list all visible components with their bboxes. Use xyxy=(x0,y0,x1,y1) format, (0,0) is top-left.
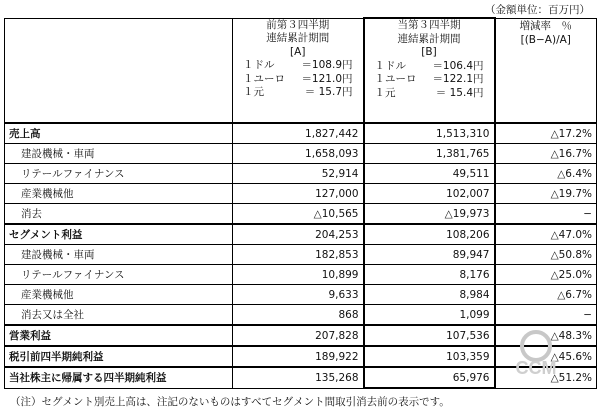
prev-rate-eur: １ユーロ ＝121.0円 xyxy=(243,72,353,85)
prev-period-line2: 連結累計期間 xyxy=(266,32,330,44)
cur-period-line1: 当第３四半期 xyxy=(397,19,461,31)
prev-rate-usd: １ドル ＝108.9円 xyxy=(243,59,353,71)
table-row xyxy=(5,265,597,285)
cur-value-cell: 89,947 xyxy=(364,245,495,265)
cur-value-cell: 49,511 xyxy=(364,164,495,184)
prev-value-cell: 1,827,442 xyxy=(233,123,364,144)
unit-note: （金額単位：百万円） xyxy=(485,4,590,16)
change-cell: △47.0% xyxy=(495,224,597,245)
table-row xyxy=(5,305,597,326)
change-cell: △6.4% xyxy=(495,164,597,184)
prev-value-cell: 52,914 xyxy=(233,164,364,184)
header-row xyxy=(5,18,597,123)
footnote: （注）セグメント別売上高は、注記のないものはすべてセグメント間取引消去前の表示です。 xyxy=(10,396,450,408)
prev-value-cell: 189,922 xyxy=(233,346,364,367)
table-row xyxy=(5,184,597,204)
prev-value-cell: 10,899 xyxy=(233,265,364,285)
table-row xyxy=(5,224,597,245)
row-label: 売上高 xyxy=(5,123,233,144)
watermark-mark: CCM xyxy=(515,358,557,378)
change-cell: △19.7% xyxy=(495,184,597,204)
change-cell: △16.7% xyxy=(495,144,597,164)
table-row xyxy=(5,164,597,184)
cur-rate-usd: １ドル ＝106.4円 xyxy=(374,59,484,72)
change-cell: △45.6% xyxy=(495,346,597,367)
cur-value-cell: △19,973 xyxy=(364,204,495,225)
row-label: 税引前四半期純利益 xyxy=(5,346,233,367)
change-cell: △48.3% xyxy=(495,325,597,346)
row-label: 建設機械・車両 xyxy=(5,144,233,164)
change-cell: △50.8% xyxy=(495,245,597,265)
change-cell: − xyxy=(495,305,597,326)
prev-value-cell: 182,853 xyxy=(233,245,364,265)
cur-value-cell: 107,536 xyxy=(364,325,495,346)
prev-rate-cny: １元 ＝ 15.7円 xyxy=(243,86,353,98)
row-label: 産業機械他 xyxy=(5,285,233,305)
table-row xyxy=(5,346,597,367)
prev-value-cell: 868 xyxy=(233,305,364,326)
change-label: 増減率 ％ xyxy=(519,19,572,32)
prev-value-cell: △10,565 xyxy=(233,204,364,225)
row-label: セグメント利益 xyxy=(5,224,233,245)
table-row xyxy=(5,204,597,225)
row-label: 当社株主に帰属する四半期純利益 xyxy=(5,367,233,388)
cur-rate-eur: １ユーロ ＝122.1円 xyxy=(374,73,484,85)
row-label: リテールファイナンス xyxy=(5,164,233,184)
cur-value-cell: 1,099 xyxy=(364,305,495,326)
prev-value-cell: 207,828 xyxy=(233,325,364,346)
change-cell: △25.0% xyxy=(495,265,597,285)
prev-value-cell: 9,633 xyxy=(233,285,364,305)
cur-period-col-label: [B] xyxy=(421,46,437,58)
header-change xyxy=(495,18,597,123)
prev-value-cell: 204,253 xyxy=(233,224,364,245)
cur-value-cell: 65,976 xyxy=(364,367,495,388)
table-row xyxy=(5,367,597,388)
cur-rate-cny: １元 ＝ 15.4円 xyxy=(374,86,484,99)
table-row xyxy=(5,123,597,144)
prev-period-line1: 前第３四半期 xyxy=(266,18,330,31)
prev-value-cell: 135,268 xyxy=(233,367,364,388)
table-row xyxy=(5,325,597,346)
cur-value-cell: 8,176 xyxy=(364,265,495,285)
cur-period-line2: 連結累計期間 xyxy=(397,32,461,45)
cur-value-cell: 108,206 xyxy=(364,224,495,245)
row-label: 消去 xyxy=(5,204,233,225)
row-label: リテールファイナンス xyxy=(5,265,233,285)
header-prev-period xyxy=(233,18,364,123)
table-row xyxy=(5,144,597,164)
cur-value-cell: 1,513,310 xyxy=(364,123,495,144)
header-blank-cell xyxy=(5,18,233,123)
table-row xyxy=(5,285,597,305)
cur-value-cell: 103,359 xyxy=(364,346,495,367)
change-cell: △6.7% xyxy=(495,285,597,305)
change-cell: △51.2% xyxy=(495,367,597,388)
prev-period-col-label: [A] xyxy=(290,45,306,58)
change-cell: △17.2% xyxy=(495,123,597,144)
cur-value-cell: 1,381,765 xyxy=(364,144,495,164)
cur-value-cell: 8,984 xyxy=(364,285,495,305)
financial-table xyxy=(4,17,597,389)
row-label: 産業機械他 xyxy=(5,184,233,204)
table-row xyxy=(5,245,597,265)
prev-value-cell: 127,000 xyxy=(233,184,364,204)
row-label: 営業利益 xyxy=(5,325,233,346)
row-label: 消去又は全社 xyxy=(5,305,233,326)
change-formula: [(B−A)/A] xyxy=(520,33,571,46)
prev-value-cell: 1,658,093 xyxy=(233,144,364,164)
row-label: 建設機械・車両 xyxy=(5,245,233,265)
header-cur-period xyxy=(364,18,495,123)
cur-value-cell: 102,007 xyxy=(364,184,495,204)
change-cell: − xyxy=(495,204,597,225)
